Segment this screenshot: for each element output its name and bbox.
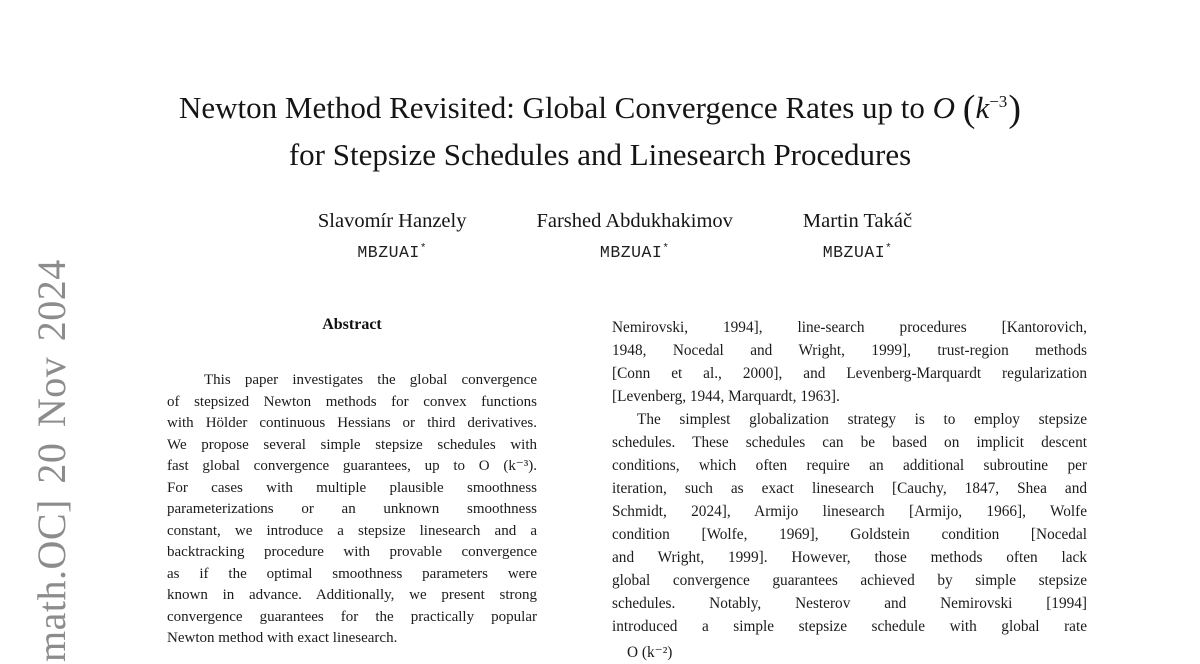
affiliation-label: MBZUAI: [357, 243, 420, 262]
intro-line: [Levenberg, 1944, Marquardt, 1963].: [612, 388, 840, 405]
abstract-line: of stepsized Newton methods for convex functions: [167, 393, 537, 410]
math-k: k: [975, 90, 990, 125]
intro-line: Nemirovski, 1994], line-search procedures [Kantorovich,: [612, 319, 1087, 336]
abstract-line: For cases with multiple plausible smoothness: [167, 479, 537, 496]
abstract-line: backtracking procedure with provable convergence: [167, 544, 537, 560]
abstract-line: convergence guarantees for the practically popular: [167, 608, 537, 625]
authors-row: [30, 209, 1200, 262]
affiliation-footnote-mark: *: [885, 243, 893, 255]
intro-line: iteration, such as exact linesearch [Cauchy, 1847, Shea and: [612, 480, 1087, 497]
author-affiliation: [318, 240, 467, 262]
author-name: Farshed Abdukhakimov: [536, 210, 733, 232]
paper-title: [0, 84, 1200, 178]
author-name: Slavomír Hanzely: [317, 210, 467, 232]
abstract-line: as if the optimal smoothness parameters were: [167, 565, 537, 582]
abstract-line: with Hölder continuous Hessians or third derivatives.: [167, 415, 537, 431]
intro-column: [612, 316, 1087, 638]
intro-line: conditions, which often require an additional subroutine per: [612, 457, 1087, 474]
intro-line: and Wright, 1999]. However, those methods often lack: [612, 549, 1087, 566]
title-text: Newton Method Revisited: Global Convergence Rates up to: [179, 90, 925, 125]
abstract-body: [167, 370, 537, 650]
abstract-section: [167, 315, 537, 650]
author-block: [318, 209, 467, 262]
affiliation-label: MBZUAI: [822, 243, 886, 262]
title-line-2: for Stepsize Schedules and Linesearch Procedures: [288, 137, 912, 172]
author-affiliation: [803, 240, 912, 262]
affiliation-footnote-mark: *: [662, 243, 670, 255]
abstract-line: Newton method with exact linesearch.: [167, 630, 398, 646]
affiliation-footnote-mark: *: [419, 243, 427, 255]
affiliation-label: MBZUAI: [599, 243, 663, 262]
abstract-line: constant, we introduce a stepsize linesearch and a: [167, 522, 537, 539]
intro-line: The simplest globalization strategy is to employ stepsize: [637, 411, 1087, 428]
author-block: [536, 209, 732, 262]
abstract-line: fast global convergence guarantees, up to O (k⁻³).: [167, 458, 537, 474]
abstract-line: known in advance. Additionally, we present strong: [167, 587, 537, 603]
arxiv-stamp: math.OC] 20 Nov 2024: [29, 259, 74, 662]
intro-line: condition [Wolfe, 1969], Goldstein condition [Nocedal: [612, 526, 1087, 543]
math-script-O: O: [932, 90, 956, 125]
author-name: Martin Takáč: [802, 210, 913, 232]
author-block: [803, 209, 912, 262]
intro-line: introduced a simple stepsize schedule with global rate: [612, 618, 1087, 635]
intro-line: schedules. Notably, Nesterov and Nemirovski [1994]: [612, 595, 1087, 612]
abstract-line: We propose several simple stepsize schedules with: [167, 436, 537, 453]
title-line-1: [0, 84, 1200, 131]
intro-line: [Conn et al., 2000], and Levenberg-Marquardt regularization: [612, 365, 1087, 382]
abstract-heading: Abstract: [322, 316, 382, 333]
intro-line: global convergence guarantees achieved by simple stepsize: [612, 572, 1087, 589]
author-affiliation: [536, 240, 732, 262]
abstract-line: This paper investigates the global convergence: [204, 372, 537, 388]
bottom-formula-fragment: O (k⁻²): [627, 644, 673, 661]
math-open-paren: (: [962, 88, 976, 130]
abstract-line: parameterizations or an unknown smoothness: [167, 501, 537, 517]
intro-line: schedules. These schedules can be based on implicit descent: [612, 434, 1087, 451]
intro-line: 1948, Nocedal and Wright, 1999], trust-region methods: [612, 342, 1087, 359]
math-close-paren: ): [1008, 88, 1021, 130]
intro-line: Schmidt, 2024], Armijo linesearch [Armijo, 1966], Wolfe: [612, 503, 1087, 520]
math-exponent: −3: [989, 92, 1008, 111]
